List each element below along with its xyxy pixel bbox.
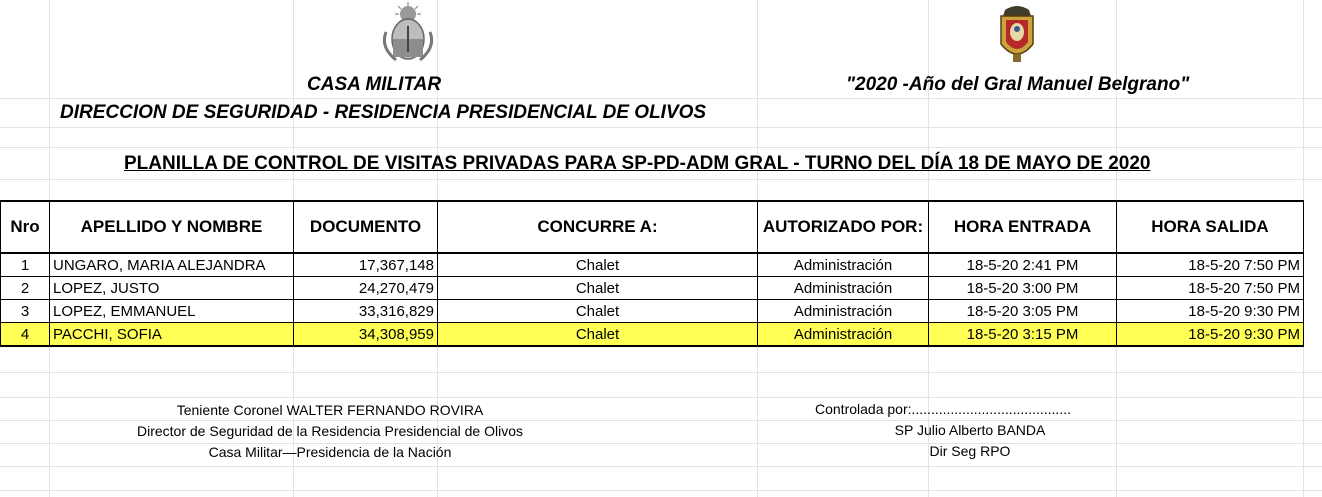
cell-authorized-by[interactable]: Administración bbox=[758, 277, 929, 300]
cell-destination[interactable]: Chalet bbox=[438, 323, 758, 347]
cell-name[interactable]: LOPEZ, JUSTO bbox=[50, 277, 294, 300]
column-header-destination[interactable]: CONCURRE A: bbox=[438, 201, 758, 253]
cell-nro[interactable]: 2 bbox=[1, 277, 50, 300]
cell-entry-time[interactable]: 18-5-20 3:05 PM bbox=[929, 300, 1117, 323]
column-header-document[interactable]: DOCUMENTO bbox=[294, 201, 438, 253]
column-header-exit-time[interactable]: HORA SALIDA bbox=[1117, 201, 1304, 253]
column-header-entry-time[interactable]: HORA ENTRADA bbox=[929, 201, 1117, 253]
cell-document[interactable]: 34,308,959 bbox=[294, 323, 438, 347]
table-row bbox=[1, 300, 1304, 323]
cell-entry-time[interactable]: 18-5-20 3:15 PM bbox=[929, 323, 1117, 347]
signature-block-left bbox=[70, 400, 590, 463]
controlled-by-line: Controlada por:......................................... bbox=[815, 401, 1071, 417]
military-house-crest-icon bbox=[993, 4, 1041, 69]
header-right-title: "2020 -Año del Gral Manuel Belgrano" bbox=[846, 74, 1190, 95]
cell-exit-time[interactable]: 18-5-20 9:30 PM bbox=[1117, 323, 1304, 347]
controller-name: SP Julio Alberto BANDA bbox=[894, 422, 1046, 438]
signer-position: Director de Seguridad de la Residencia Presidencial de Olivos bbox=[137, 423, 523, 439]
cell-exit-time[interactable]: 18-5-20 9:30 PM bbox=[1117, 300, 1304, 323]
cell-authorized-by[interactable]: Administración bbox=[758, 300, 929, 323]
cell-document[interactable]: 17,367,148 bbox=[294, 253, 438, 277]
column-header-name[interactable]: APELLIDO Y NOMBRE bbox=[50, 201, 294, 253]
cell-document[interactable]: 33,316,829 bbox=[294, 300, 438, 323]
table-row bbox=[1, 277, 1304, 300]
table-row bbox=[1, 253, 1304, 277]
table-row-selected bbox=[1, 323, 1304, 347]
cell-authorized-by[interactable]: Administración bbox=[758, 323, 929, 347]
cell-name[interactable]: UNGARO, MARIA ALEJANDRA bbox=[50, 253, 294, 277]
cell-name[interactable]: LOPEZ, EMMANUEL bbox=[50, 300, 294, 323]
cell-nro[interactable]: 1 bbox=[1, 253, 50, 277]
signer-name: Teniente Coronel WALTER FERNANDO ROVIRA bbox=[176, 402, 484, 418]
cell-nro[interactable]: 3 bbox=[1, 300, 50, 323]
cell-exit-time[interactable]: 18-5-20 7:50 PM bbox=[1117, 253, 1304, 277]
argentina-coat-of-arms-icon bbox=[376, 2, 440, 71]
header-left-title: CASA MILITAR bbox=[307, 74, 442, 95]
controller-unit: Dir Seg RPO bbox=[929, 443, 1011, 459]
cell-destination[interactable]: Chalet bbox=[438, 277, 758, 300]
page-title: PLANILLA DE CONTROL DE VISITAS PRIVADAS PARA SP-PD-ADM GRAL - TURNO DEL DÍA 18 DE MAYO DE 2020 bbox=[124, 153, 1151, 174]
visits-table bbox=[0, 200, 1304, 347]
cell-name[interactable]: PACCHI, SOFIA bbox=[50, 323, 294, 347]
cell-authorized-by[interactable]: Administración bbox=[758, 253, 929, 277]
cell-nro[interactable]: 4 bbox=[1, 323, 50, 347]
cell-destination[interactable]: Chalet bbox=[438, 253, 758, 277]
column-header-nro[interactable]: Nro bbox=[1, 201, 50, 253]
table-header-row bbox=[1, 201, 1304, 253]
cell-destination[interactable]: Chalet bbox=[438, 300, 758, 323]
cell-exit-time[interactable]: 18-5-20 7:50 PM bbox=[1117, 277, 1304, 300]
cell-document[interactable]: 24,270,479 bbox=[294, 277, 438, 300]
cell-entry-time[interactable]: 18-5-20 3:00 PM bbox=[929, 277, 1117, 300]
signer-institution: Casa Militar—Presidencia de la Nación bbox=[208, 444, 452, 460]
column-header-authorized-by[interactable]: AUTORIZADO POR: bbox=[758, 201, 929, 253]
header-subtitle: DIRECCION DE SEGURIDAD - RESIDENCIA PRESIDENCIAL DE OLIVOS bbox=[60, 102, 707, 123]
signature-block-right bbox=[800, 399, 1140, 462]
cell-entry-time[interactable]: 18-5-20 2:41 PM bbox=[929, 253, 1117, 277]
